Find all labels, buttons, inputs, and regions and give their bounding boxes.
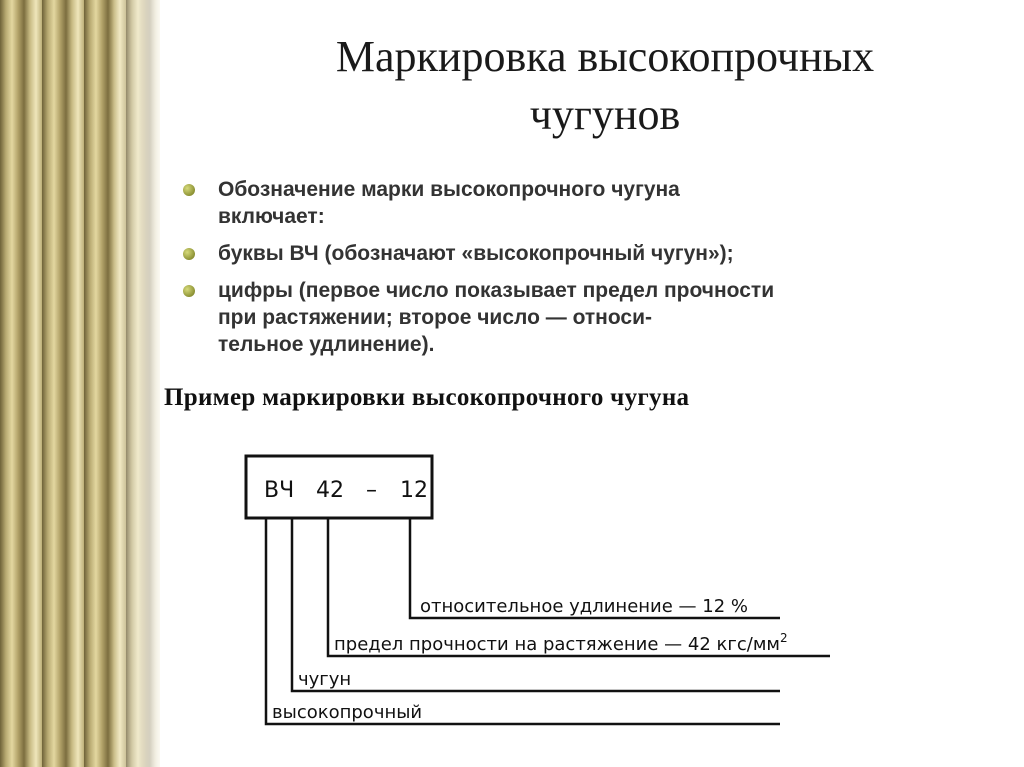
title-line-2: чугунов (529, 90, 681, 139)
label-strength-superscript: 2 (779, 631, 788, 645)
marking-diagram (230, 440, 850, 740)
label-iron: чугун (298, 669, 352, 690)
title-line-1: Маркировка высокопрочных (335, 32, 875, 81)
bullet-item: цифры (первое число показывает предел прочности при растяжении; второе число — относи- тельное удлинение). (180, 277, 1000, 358)
bullet-dot-icon (183, 248, 195, 260)
bullet-dot-icon (183, 184, 195, 196)
leader-lines (266, 518, 830, 724)
label-elongation: относительное удлинение — 12 % (420, 596, 748, 617)
curtain-shade (0, 0, 160, 767)
code-letters: ВЧ (264, 478, 295, 503)
label-strength: предел прочности на растяжение — 42 кгс/$мм^2$ (334, 631, 788, 655)
bullet-item: Обозначение марки высокопрочного чугуна включает: (180, 176, 1000, 230)
code-strength: 42 (316, 478, 344, 503)
bullet-dot-icon (183, 285, 195, 297)
example-title: Пример маркировки высокопрочного чугуна (164, 384, 690, 411)
bullet-item: буквы ВЧ (обозначают «высокопрочный чугун»); (180, 240, 1000, 267)
label-high-strength: высокопрочный (272, 702, 423, 723)
bullet-list (180, 176, 1000, 368)
leader-high-strength (266, 518, 780, 724)
slide-title (210, 28, 1000, 144)
code-dash: – (366, 478, 377, 503)
code-elongation: 12 (400, 478, 428, 503)
